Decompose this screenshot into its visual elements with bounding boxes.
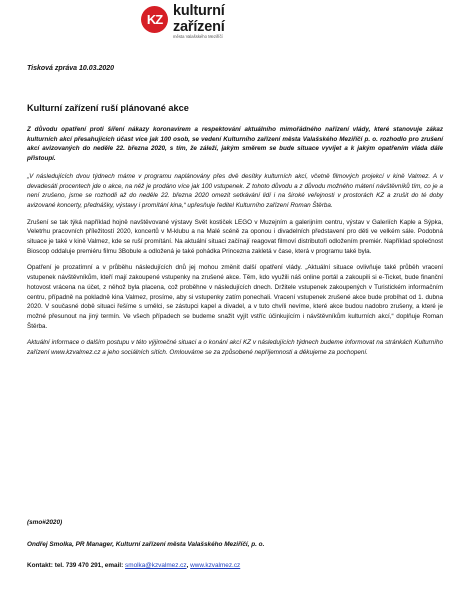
- footer-code: (smo#2020): [27, 519, 63, 526]
- lead-paragraph: Z důvodu opatření proti šíření nákazy koronavirem a respektování aktuálního mimořádného nařízení vlády, které stanovuje zákaz kulturních akcí přesahujících účast více jak 100 osob, se vedení Kulturního zařízení města Valašského Meziříčí p. o. rozhodlo pro zrušení akcí avizovaných do neděle 22. března 2020, s tím, že záleží, jakým směrem se bude situace vyvíjet a k jakým opatřením vláda dále přistoupí.: [27, 126, 443, 163]
- footer-signature: Ondřej Smolka, PR Manager, Kulturní zařízení města Valašského Meziříčí, p. o.: [27, 541, 265, 548]
- measures-paragraph: Opatření je prozatímní a v průběhu následujících dnů jej mohou změnit další opatření vlády. „Aktuální situace ovlivňuje také průběh vracení vstupenek návštěvníkům, kteří mají zakoupené vstupenky na zrušené akce. Těm, kdo využili náš online portál a zakoupili si e-Ticket, bude finanční hotovost vrácena na účet, z něhož byla placena, což proběhne v následujících dnech. Držitele vstupenek zakoupených v Turistickém informačním centru, případně na pokladně kina Valmez, prosíme, aby si vstupenky zatím ponechali. Vracení vstupenek zrušené akce bude probíhat od 1. dubna 2020. V současné době situaci řešíme s umělci, se zástupci kapel a divadel, a v tuto chvíli nevíme, které akce budou nadobro zrušeny, a které je možné přesunout na jiný termín. Ve všech případech se budeme snažit vyjít vstříc účinkujícím i návštěvníkům kulturních akcí,“ doplňuje Roman Štěrba.: [27, 264, 443, 330]
- kz-logo: [141, 4, 225, 39]
- contact-separator: ,: [186, 562, 191, 569]
- footer-contact: [27, 562, 240, 569]
- email-link[interactable]: smolka@kzvalmez.cz: [125, 562, 187, 569]
- quote-paragraph: „V následujících dvou týdnech máme v programu naplánovány přes dvě desítky kulturních akcí, včetně filmových projekcí v kině Valmez. A v devadesáti procentech jde o akce, na něž je prodáno více jak 100 vstupenek. Z tohoto důvodu a z důvodu možného mátení návštěvníků tím, co je a není zrušeno, jsme se rozhodli až do neděle 22. března 2020 omezit setkávání lidí i na široké veřejnosti v prostorách KZ a zrušit do té doby avizované koncerty, přednášky, výstavy i promítání kina,“ upřesňuje ředitel Kulturního zařízení Roman Štěrba.: [27, 172, 443, 209]
- logo-line-kulturni: kulturní: [173, 3, 225, 19]
- info-paragraph: Aktuální informace o dalším postupu v této výjimečné situaci a o konání akcí KZ v následujících týdnech budeme informovat na stránkách Kulturního zařízení www.kzvalmez.cz a jeho sociálních sítích. Omlouváme se za způsobené nepříjemnosti a děkujeme za pochopení.: [27, 339, 443, 357]
- kz-logo-mark: KZ: [141, 6, 168, 33]
- logo-line-zarizeni: zařízení: [173, 18, 225, 35]
- kz-logo-text: [173, 4, 225, 39]
- document-body: [27, 125, 443, 365]
- press-release-date: Tisková zpráva 10.03.2020: [27, 65, 115, 72]
- document-title: Kulturní zařízení ruší plánované akce: [27, 103, 189, 113]
- contact-label: Kontakt: tel. 739 470 291, email:: [27, 562, 126, 569]
- website-link[interactable]: www.kzvalmez.cz: [190, 562, 241, 569]
- logo-subtitle: města Valašského Meziříčí: [173, 34, 223, 39]
- cancellations-paragraph: Zrušení se tak týká například hojně navštěvované výstavy Svět kostiček LEGO v Muzejním a galerijním centru, výstav v Galeriích Kaple a Sýpka, Veletrhu pracovních příležitostí 2020, koncertů v M-klubu a na Malé scéně za oponou i divadelních představení pro děti ve velkém sále. Podobná situace je také v kině Valmez, kde se ruší promítání. Na aktuální situaci začínají reagovat filmoví distributoři odložením premiér. Například společnost Bioscop oddaluje premiéru filmu 3Bobule a odložená je také pohádka Princezna zakletá v čase, která v programu také byla.: [27, 218, 443, 255]
